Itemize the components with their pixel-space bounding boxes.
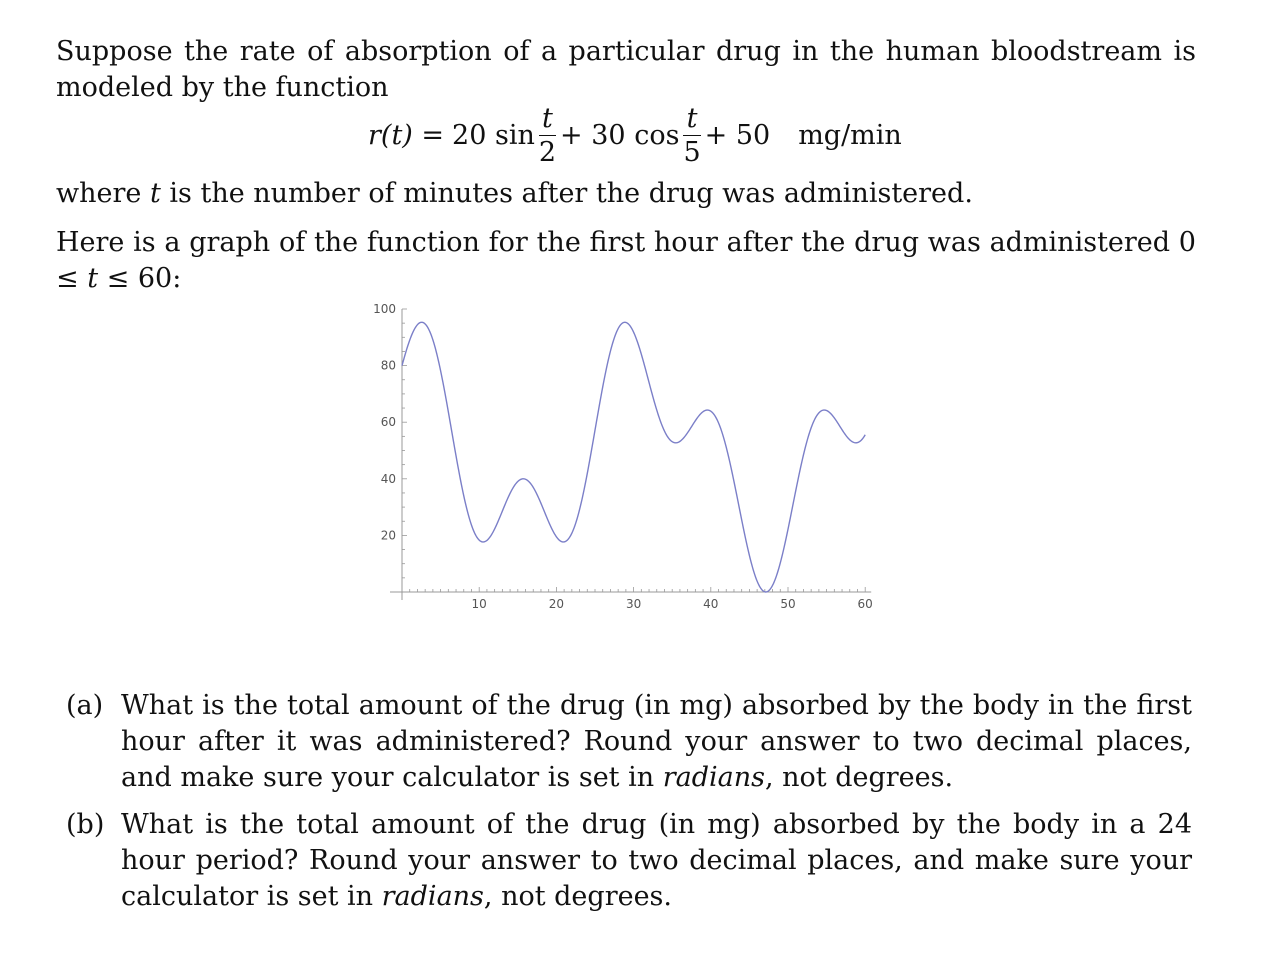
- question-a-part1: What is the total amount of the drug (in mg) absorbed by the body in the first hour after it was administered? Round your answer to two decimal places, and make sure your calculator is set in: [121, 690, 1192, 793]
- rate-curve: [402, 322, 865, 592]
- x-tick-label: 50: [780, 597, 796, 611]
- x-tick-label: 10: [471, 597, 487, 611]
- where-pre: where: [56, 178, 150, 209]
- formula-constant: + 50: [704, 119, 771, 151]
- rate-chart: [360, 295, 900, 630]
- formula-fraction-2: [683, 102, 701, 168]
- fraction-2-denominator: 5: [683, 136, 701, 168]
- fraction-2-numerator: t: [686, 102, 698, 134]
- y-tick-label: 100: [373, 302, 396, 316]
- formula-fraction-1: [538, 102, 557, 168]
- question-a-emphasis: radians: [662, 762, 765, 793]
- rate-formula: [368, 100, 902, 170]
- graph-intro-var: t: [87, 263, 99, 294]
- question-b-part2: , not degrees.: [483, 881, 672, 912]
- fraction-1-denominator: 2: [538, 136, 557, 168]
- question-b-text: [121, 807, 1192, 915]
- y-tick-label: 60: [380, 415, 396, 430]
- y-tick-label: 40: [380, 471, 396, 486]
- question-b: [66, 807, 1192, 915]
- where-var: t: [149, 178, 161, 209]
- x-tick-label: 40: [703, 597, 719, 611]
- question-a: [66, 688, 1192, 796]
- question-b-emphasis: radians: [381, 881, 484, 912]
- y-tick-label: 20: [380, 528, 396, 543]
- chart-axes: [390, 309, 871, 600]
- question-b-part1: What is the total amount of the drug (in mg) absorbed by the body in a 24 hour period? Round your answer to two decimal places, and make sure your calculator is set in: [121, 809, 1192, 912]
- y-tick-label: 80: [380, 358, 396, 373]
- formula-units: mg/min: [798, 119, 902, 151]
- question-a-text: [121, 688, 1192, 796]
- x-tick-label: 30: [625, 597, 642, 611]
- where-post: is the number of minutes after the drug was administered.: [160, 178, 973, 209]
- formula-term1-coef: 20 sin: [452, 119, 535, 151]
- graph-intro-end: ≤ 60:: [98, 263, 182, 294]
- where-sentence: [56, 176, 1196, 212]
- intro-paragraph: [56, 34, 1196, 106]
- graph-intro-sentence: [56, 225, 1196, 297]
- question-a-label: (a): [66, 690, 104, 721]
- chart-ticks: [373, 302, 873, 611]
- graph-intro-text: Here is a graph of the function for the first hour after the drug was administered 0 ≤: [56, 227, 1196, 294]
- question-a-part2: , not degrees.: [764, 762, 954, 793]
- x-tick-label: 20: [548, 597, 565, 611]
- question-b-label: (b): [66, 809, 105, 840]
- intro-text: Suppose the rate of absorption of a particular drug in the human bloodstream is modeled by the function: [56, 36, 1196, 103]
- x-tick-label: 60: [857, 597, 873, 611]
- formula-lhs: r(t) =: [368, 119, 445, 151]
- fraction-1-numerator: t: [542, 102, 553, 134]
- formula-term2-coef: + 30 cos: [560, 119, 680, 151]
